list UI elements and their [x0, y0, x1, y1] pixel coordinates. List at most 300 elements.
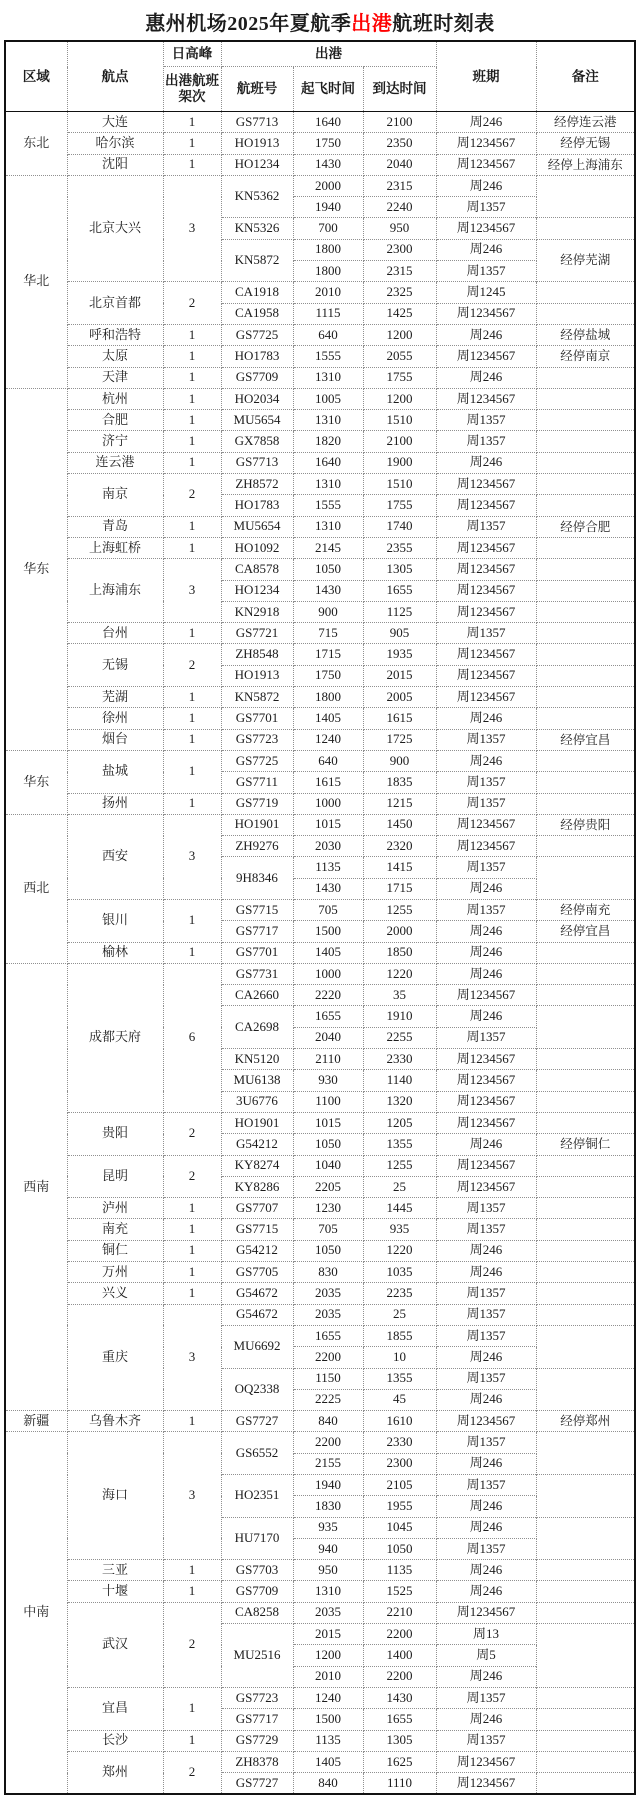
days-cell: 周1234567 — [436, 1773, 536, 1795]
remark-cell — [536, 623, 635, 644]
remark-cell — [536, 793, 635, 814]
departure-time-cell: 705 — [293, 899, 363, 920]
departure-time-cell: 1310 — [293, 410, 363, 431]
table-row — [5, 1198, 635, 1219]
days-cell: 周1234567 — [436, 154, 536, 175]
days-cell: 周1357 — [436, 899, 536, 920]
city-cell: 南充 — [67, 1219, 163, 1240]
flight-number-cell: G54212 — [221, 1134, 293, 1155]
flight-number-cell: G54212 — [221, 1240, 293, 1261]
flight-number-cell: MU6138 — [221, 1070, 293, 1091]
table-row — [5, 1751, 635, 1772]
flight-number-cell: HO1901 — [221, 814, 293, 835]
flight-number-cell: KN2918 — [221, 601, 293, 622]
flight-number-cell: HO1234 — [221, 580, 293, 601]
remark-cell — [536, 1709, 635, 1730]
flight-number-cell: OQ2338 — [221, 1368, 293, 1411]
days-cell: 周1234567 — [436, 133, 536, 154]
days-cell: 周1234567 — [436, 537, 536, 558]
arrival-time-cell: 2055 — [363, 346, 436, 367]
days-cell: 周1234567 — [436, 1176, 536, 1197]
table-row — [5, 537, 635, 558]
departure-time-cell: 840 — [293, 1773, 363, 1795]
city-cell: 沈阳 — [67, 154, 163, 175]
table-row — [5, 282, 635, 303]
departure-time-cell: 2200 — [293, 1347, 363, 1368]
peak-count-cell: 2 — [163, 1155, 221, 1198]
table-body — [5, 112, 635, 1795]
days-cell: 周1234567 — [436, 1751, 536, 1772]
peak-count-cell: 3 — [163, 559, 221, 623]
departure-time-cell: 2000 — [293, 175, 363, 196]
city-cell: 杭州 — [67, 388, 163, 409]
arrival-time-cell: 1715 — [363, 878, 436, 899]
arrival-time-cell: 1400 — [363, 1645, 436, 1666]
days-cell: 周1234567 — [436, 388, 536, 409]
days-cell: 周1357 — [436, 793, 536, 814]
city-cell: 烟台 — [67, 729, 163, 750]
flight-number-cell: GS7709 — [221, 367, 293, 388]
days-cell: 周246 — [436, 1496, 536, 1517]
remark-cell — [536, 431, 635, 452]
flight-number-cell: MU6692 — [221, 1325, 293, 1368]
days-cell: 周1357 — [436, 261, 536, 282]
peak-count-cell: 1 — [163, 750, 221, 793]
days-cell: 周1234567 — [436, 665, 536, 686]
flight-number-cell: 3U6776 — [221, 1091, 293, 1112]
page-title-suffix: 航班时刻表 — [392, 13, 495, 35]
city-cell: 天津 — [67, 367, 163, 388]
peak-count-cell: 1 — [163, 133, 221, 154]
table-row — [5, 687, 635, 708]
days-cell: 周1357 — [436, 1687, 536, 1708]
flight-number-cell: GS7717 — [221, 921, 293, 942]
city-cell: 榆林 — [67, 942, 163, 963]
departure-time-cell: 1005 — [293, 388, 363, 409]
remark-cell — [536, 474, 635, 495]
page-title — [0, 7, 640, 36]
departure-time-cell: 1500 — [293, 921, 363, 942]
remark-cell — [536, 644, 635, 665]
departure-time-cell: 705 — [293, 1219, 363, 1240]
remark-cell — [536, 1262, 635, 1283]
remark-cell — [536, 750, 635, 771]
region-cell: 华北 — [5, 175, 67, 388]
peak-count-cell: 1 — [163, 154, 221, 175]
arrival-time-cell: 2315 — [363, 175, 436, 196]
arrival-time-cell: 2210 — [363, 1602, 436, 1623]
departure-time-cell: 1430 — [293, 154, 363, 175]
table-row — [5, 1240, 635, 1261]
arrival-time-cell: 1215 — [363, 793, 436, 814]
remark-cell — [536, 1240, 635, 1261]
departure-time-cell: 900 — [293, 601, 363, 622]
departure-time-cell: 1750 — [293, 133, 363, 154]
days-cell: 周246 — [436, 1240, 536, 1261]
header-flight-no: 航班号 — [221, 67, 293, 112]
city-cell: 泸州 — [67, 1198, 163, 1219]
days-cell: 周1234567 — [436, 1049, 536, 1070]
flight-number-cell: GS7707 — [221, 1198, 293, 1219]
table-row — [5, 814, 635, 835]
departure-time-cell: 1555 — [293, 495, 363, 516]
city-cell: 万州 — [67, 1262, 163, 1283]
departure-time-cell: 2030 — [293, 836, 363, 857]
remark-cell: 经停南京 — [536, 346, 635, 367]
days-cell: 周246 — [436, 942, 536, 963]
arrival-time-cell: 2100 — [363, 431, 436, 452]
arrival-time-cell: 1445 — [363, 1198, 436, 1219]
flight-number-cell: KN5326 — [221, 218, 293, 239]
days-cell: 周246 — [436, 1389, 536, 1410]
flight-number-cell: GS7727 — [221, 1411, 293, 1432]
days-cell: 周1234567 — [436, 1112, 536, 1133]
departure-time-cell: 1310 — [293, 1581, 363, 1602]
table-row — [5, 154, 635, 175]
city-cell: 十堰 — [67, 1581, 163, 1602]
arrival-time-cell: 2300 — [363, 1453, 436, 1474]
city-cell: 银川 — [67, 899, 163, 942]
peak-count-cell: 2 — [163, 644, 221, 687]
days-cell: 周1245 — [436, 282, 536, 303]
remark-cell: 经停宜昌 — [536, 729, 635, 750]
arrival-time-cell: 1655 — [363, 1709, 436, 1730]
flight-number-cell: GS7723 — [221, 1687, 293, 1708]
arrival-time-cell: 25 — [363, 1304, 436, 1325]
remark-cell: 经停盐城 — [536, 324, 635, 345]
departure-time-cell: 1800 — [293, 261, 363, 282]
flight-number-cell: HO1783 — [221, 495, 293, 516]
arrival-time-cell: 1200 — [363, 388, 436, 409]
arrival-time-cell: 1610 — [363, 1411, 436, 1432]
arrival-time-cell: 2330 — [363, 1049, 436, 1070]
remark-cell — [536, 1155, 635, 1176]
table-row — [5, 1581, 635, 1602]
days-cell: 周246 — [436, 1006, 536, 1027]
table-row — [5, 1730, 635, 1751]
arrival-time-cell: 1220 — [363, 1240, 436, 1261]
peak-count-cell: 1 — [163, 687, 221, 708]
flight-number-cell: GS7727 — [221, 1773, 293, 1795]
departure-time-cell: 640 — [293, 324, 363, 345]
arrival-time-cell: 1200 — [363, 324, 436, 345]
flight-number-cell: CA8578 — [221, 559, 293, 580]
days-cell: 周1357 — [436, 1325, 536, 1346]
flight-number-cell: G54672 — [221, 1283, 293, 1304]
arrival-time-cell: 2320 — [363, 836, 436, 857]
arrival-time-cell: 1125 — [363, 601, 436, 622]
days-cell: 周1357 — [436, 1730, 536, 1751]
remark-cell — [536, 537, 635, 558]
city-cell: 北京大兴 — [67, 175, 163, 281]
arrival-time-cell: 2105 — [363, 1475, 436, 1496]
days-cell: 周1234567 — [436, 303, 536, 324]
remark-cell — [536, 1219, 635, 1240]
departure-time-cell: 2040 — [293, 1027, 363, 1048]
departure-time-cell: 1015 — [293, 814, 363, 835]
days-cell: 周1357 — [436, 1475, 536, 1496]
arrival-time-cell: 1430 — [363, 1687, 436, 1708]
arrival-time-cell: 2325 — [363, 282, 436, 303]
remark-cell — [536, 1176, 635, 1197]
remark-cell — [536, 963, 635, 984]
city-cell: 合肥 — [67, 410, 163, 431]
departure-time-cell: 1715 — [293, 644, 363, 665]
arrival-time-cell: 2330 — [363, 1432, 436, 1453]
city-cell: 海口 — [67, 1432, 163, 1560]
days-cell: 周1357 — [436, 1368, 536, 1389]
departure-time-cell: 1800 — [293, 687, 363, 708]
days-cell: 周13 — [436, 1624, 536, 1645]
days-cell: 周1234567 — [436, 1070, 536, 1091]
city-cell: 连云港 — [67, 452, 163, 473]
departure-time-cell: 2145 — [293, 537, 363, 558]
days-cell: 周1234567 — [436, 985, 536, 1006]
departure-time-cell: 1100 — [293, 1091, 363, 1112]
departure-time-cell: 700 — [293, 218, 363, 239]
departure-time-cell: 1750 — [293, 665, 363, 686]
arrival-time-cell: 2235 — [363, 1283, 436, 1304]
flight-number-cell: GS7729 — [221, 1730, 293, 1751]
flight-number-cell: KN5362 — [221, 175, 293, 218]
peak-count-cell: 2 — [163, 1751, 221, 1794]
table-row — [5, 942, 635, 963]
flight-number-cell: ZH8378 — [221, 1751, 293, 1772]
arrival-time-cell: 1740 — [363, 516, 436, 537]
days-cell: 周246 — [436, 175, 536, 196]
table-row — [5, 963, 635, 984]
arrival-time-cell: 1050 — [363, 1538, 436, 1559]
header-region: 区域 — [5, 41, 67, 112]
remark-cell: 经停铜仁 — [536, 1134, 635, 1155]
remark-cell: 经停宜昌 — [536, 921, 635, 942]
arrival-time-cell: 1755 — [363, 495, 436, 516]
peak-count-cell: 1 — [163, 708, 221, 729]
arrival-time-cell: 1355 — [363, 1368, 436, 1389]
city-cell: 徐州 — [67, 708, 163, 729]
departure-time-cell: 1000 — [293, 793, 363, 814]
city-cell: 盐城 — [67, 750, 163, 793]
flight-number-cell: GS7701 — [221, 708, 293, 729]
departure-time-cell: 1040 — [293, 1155, 363, 1176]
peak-count-cell: 1 — [163, 452, 221, 473]
departure-time-cell: 1830 — [293, 1496, 363, 1517]
arrival-time-cell: 2015 — [363, 665, 436, 686]
arrival-time-cell: 1140 — [363, 1070, 436, 1091]
remark-cell — [536, 1112, 635, 1133]
table-row — [5, 644, 635, 665]
peak-count-cell: 1 — [163, 1730, 221, 1751]
table-row — [5, 346, 635, 367]
days-cell: 周246 — [436, 452, 536, 473]
arrival-time-cell: 2200 — [363, 1666, 436, 1687]
departure-time-cell: 715 — [293, 623, 363, 644]
city-cell: 哈尔滨 — [67, 133, 163, 154]
flight-number-cell: KY8286 — [221, 1176, 293, 1197]
flight-number-cell: G54672 — [221, 1304, 293, 1325]
days-cell: 周246 — [436, 1134, 536, 1155]
departure-time-cell: 1430 — [293, 580, 363, 601]
region-cell: 中南 — [5, 1432, 67, 1795]
departure-time-cell: 830 — [293, 1262, 363, 1283]
arrival-time-cell: 1755 — [363, 367, 436, 388]
peak-count-cell: 1 — [163, 1283, 221, 1304]
departure-time-cell: 2035 — [293, 1602, 363, 1623]
city-cell: 芜湖 — [67, 687, 163, 708]
departure-time-cell: 930 — [293, 1070, 363, 1091]
departure-time-cell: 1310 — [293, 474, 363, 495]
table-row — [5, 1283, 635, 1304]
table-row — [5, 1262, 635, 1283]
arrival-time-cell: 1935 — [363, 644, 436, 665]
remark-cell — [536, 282, 635, 303]
departure-time-cell: 1015 — [293, 1112, 363, 1133]
arrival-time-cell: 1855 — [363, 1325, 436, 1346]
city-cell: 济宁 — [67, 431, 163, 452]
remark-cell — [536, 1602, 635, 1623]
arrival-time-cell: 1450 — [363, 814, 436, 835]
arrival-time-cell: 1425 — [363, 303, 436, 324]
table-row — [5, 899, 635, 920]
departure-time-cell: 2010 — [293, 1666, 363, 1687]
arrival-time-cell: 1045 — [363, 1517, 436, 1538]
days-cell: 周1357 — [436, 1283, 536, 1304]
flight-number-cell: GS7703 — [221, 1560, 293, 1581]
remark-cell: 经停芜湖 — [536, 239, 635, 282]
region-cell: 华东 — [5, 388, 67, 750]
peak-count-cell: 1 — [163, 112, 221, 133]
arrival-time-cell: 1510 — [363, 410, 436, 431]
remark-cell — [536, 1560, 635, 1581]
remark-cell — [536, 175, 635, 218]
arrival-time-cell: 1725 — [363, 729, 436, 750]
days-cell: 周246 — [436, 239, 536, 260]
departure-time-cell: 2110 — [293, 1049, 363, 1070]
arrival-time-cell: 1220 — [363, 963, 436, 984]
remark-cell: 经停连云港 — [536, 112, 635, 133]
flight-number-cell: CA1958 — [221, 303, 293, 324]
remark-cell: 经停郑州 — [536, 1411, 635, 1432]
city-cell: 西安 — [67, 814, 163, 899]
remark-cell — [536, 1687, 635, 1708]
flight-number-cell: CA1918 — [221, 282, 293, 303]
days-cell: 周246 — [436, 1453, 536, 1474]
departure-time-cell: 2205 — [293, 1176, 363, 1197]
city-cell: 北京首都 — [67, 282, 163, 325]
peak-count-cell: 1 — [163, 942, 221, 963]
flight-number-cell: HO1783 — [221, 346, 293, 367]
arrival-time-cell: 1035 — [363, 1262, 436, 1283]
days-cell: 周246 — [436, 921, 536, 942]
header-peak-bottom: 出港航班架次 — [163, 67, 221, 112]
table-row — [5, 474, 635, 495]
flight-number-cell: HO1234 — [221, 154, 293, 175]
header-days: 班期 — [436, 41, 536, 112]
days-cell: 周246 — [436, 878, 536, 899]
peak-count-cell: 1 — [163, 899, 221, 942]
peak-count-cell: 1 — [163, 346, 221, 367]
remark-cell — [536, 836, 635, 857]
remark-cell — [536, 985, 635, 1006]
remark-cell — [536, 1581, 635, 1602]
flight-schedule-page — [0, 7, 640, 1795]
city-cell: 大连 — [67, 112, 163, 133]
city-cell: 青岛 — [67, 516, 163, 537]
header-dep-time: 起飞时间 — [293, 67, 363, 112]
table-row — [5, 1432, 635, 1453]
days-cell: 周246 — [436, 1347, 536, 1368]
remark-cell — [536, 1049, 635, 1070]
city-cell: 宜昌 — [67, 1687, 163, 1730]
peak-count-cell: 1 — [163, 1687, 221, 1730]
remark-cell — [536, 1432, 635, 1475]
arrival-time-cell: 1355 — [363, 1134, 436, 1155]
flight-number-cell: HO2351 — [221, 1475, 293, 1518]
remark-cell: 经停贵阳 — [536, 814, 635, 835]
table-row — [5, 1155, 635, 1176]
departure-time-cell: 1405 — [293, 1751, 363, 1772]
days-cell: 周246 — [436, 324, 536, 345]
city-cell: 南京 — [67, 474, 163, 517]
days-cell: 周1234567 — [436, 495, 536, 516]
city-cell: 成都天府 — [67, 963, 163, 1112]
peak-count-cell: 1 — [163, 1581, 221, 1602]
flight-number-cell: HO1913 — [221, 665, 293, 686]
days-cell: 周1357 — [436, 410, 536, 431]
arrival-time-cell: 1955 — [363, 1496, 436, 1517]
days-cell: 周246 — [436, 1581, 536, 1602]
peak-count-cell: 1 — [163, 1411, 221, 1432]
days-cell: 周1357 — [436, 431, 536, 452]
peak-count-cell: 3 — [163, 175, 221, 281]
remark-cell — [536, 857, 635, 900]
arrival-time-cell: 2350 — [363, 133, 436, 154]
remark-cell: 经停上海浦东 — [536, 154, 635, 175]
city-cell: 上海虹桥 — [67, 537, 163, 558]
flight-number-cell: HO1901 — [221, 1112, 293, 1133]
city-cell: 扬州 — [67, 793, 163, 814]
peak-count-cell: 1 — [163, 410, 221, 431]
peak-count-cell: 1 — [163, 324, 221, 345]
arrival-time-cell: 2355 — [363, 537, 436, 558]
arrival-time-cell: 2100 — [363, 112, 436, 133]
arrival-time-cell: 1320 — [363, 1091, 436, 1112]
arrival-time-cell: 1655 — [363, 580, 436, 601]
days-cell: 周246 — [436, 1709, 536, 1730]
departure-time-cell: 1405 — [293, 942, 363, 963]
flight-number-cell: KN5872 — [221, 687, 293, 708]
region-cell: 西北 — [5, 814, 67, 963]
city-cell: 兴义 — [67, 1283, 163, 1304]
flight-number-cell: CA2660 — [221, 985, 293, 1006]
arrival-time-cell: 1525 — [363, 1581, 436, 1602]
table-row — [5, 1687, 635, 1708]
flight-number-cell: KN5120 — [221, 1049, 293, 1070]
days-cell: 周246 — [436, 1262, 536, 1283]
flight-number-cell: CA8258 — [221, 1602, 293, 1623]
city-cell: 太原 — [67, 346, 163, 367]
departure-time-cell: 1115 — [293, 303, 363, 324]
remark-cell — [536, 495, 635, 516]
flight-number-cell: ZH8548 — [221, 644, 293, 665]
remark-cell — [536, 1070, 635, 1091]
arrival-time-cell: 950 — [363, 218, 436, 239]
flight-number-cell: HU7170 — [221, 1517, 293, 1560]
remark-cell — [536, 303, 635, 324]
arrival-time-cell: 1110 — [363, 1773, 436, 1795]
remark-cell — [536, 708, 635, 729]
days-cell: 周1234567 — [436, 687, 536, 708]
